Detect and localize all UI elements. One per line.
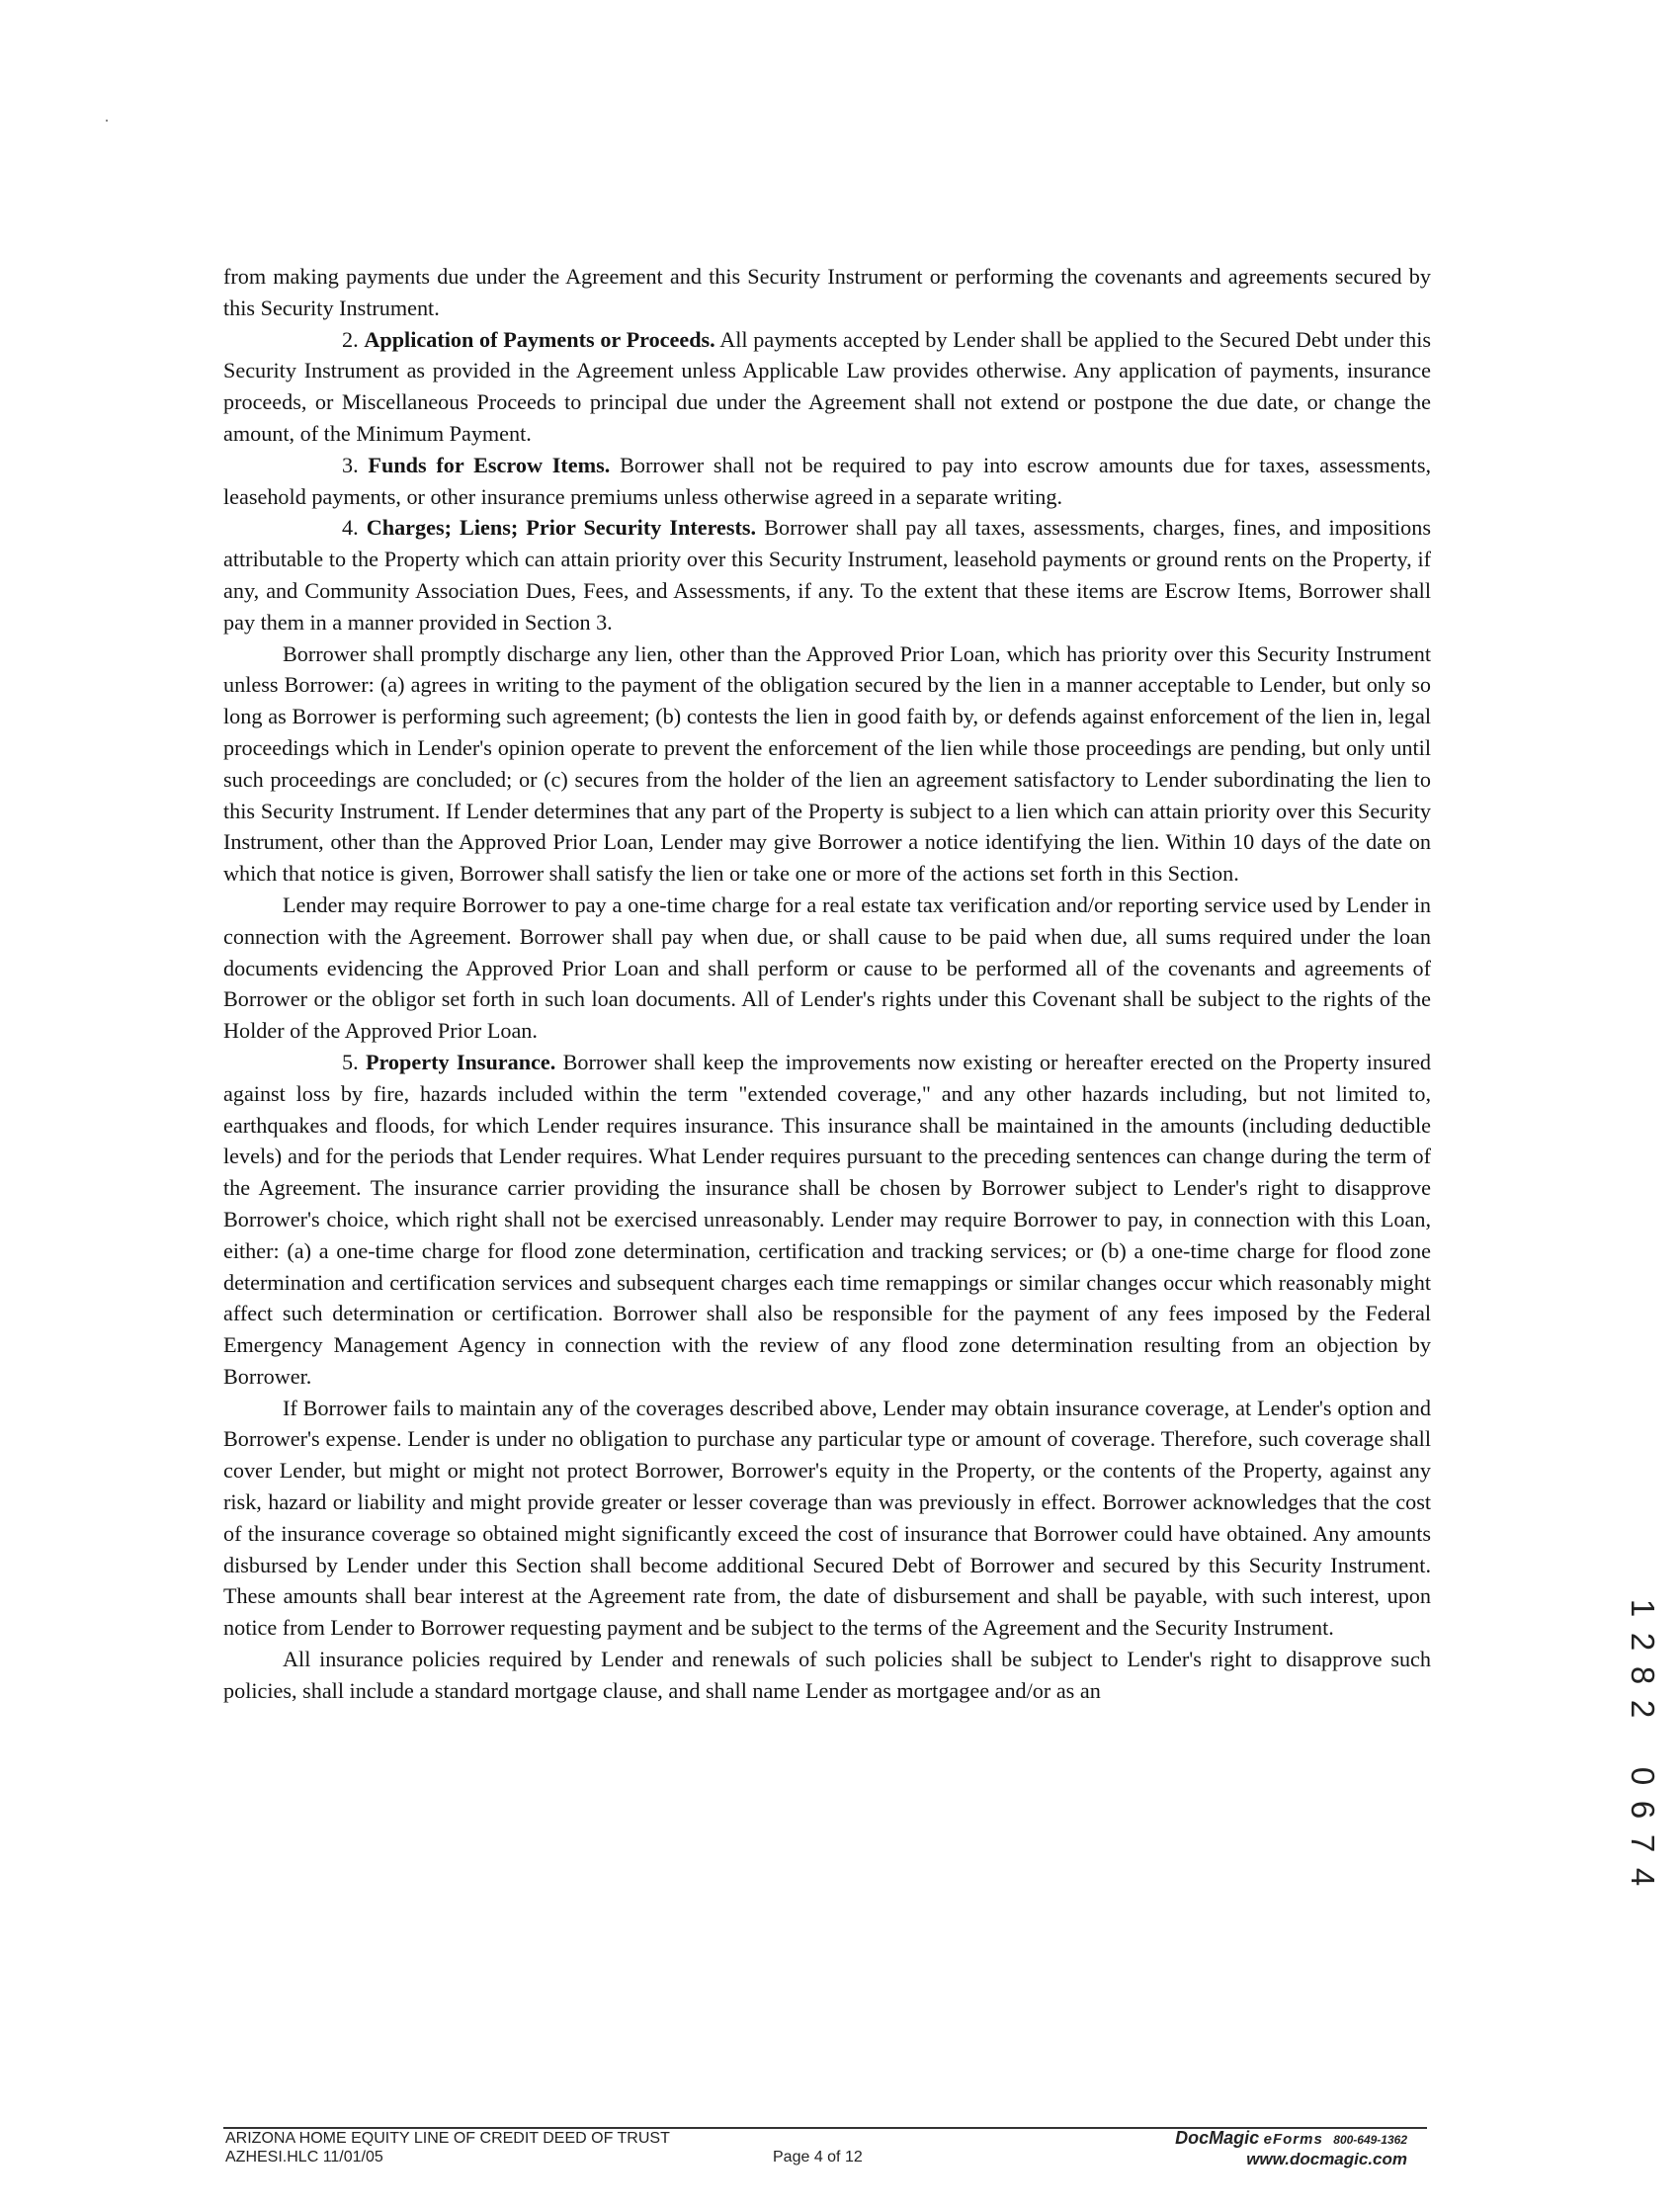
section-number: 5. [342, 1049, 359, 1074]
stamp-digit: 2 [1625, 1632, 1661, 1652]
paragraph-text: All payments accepted by Lender shall be applied to the Secured Debt under this Security Instrument as provided in the Agreement unless Applicable Law provides otherwise. Any application of payments, insurance proceeds, or Miscellaneous Proceeds to principal due under the Agreement shall not extend or postpone the due date, or change the amount, of the Minimum Payment. [223, 326, 1432, 446]
document-body [223, 261, 1431, 1707]
paragraph-text: Borrower shall promptly discharge any lien, other than the Approved Prior Loan, which has priority over this Security Instrument unless Borrower: (a) agrees in writing to the payment of the obligation secured by the lien in a manner acceptable to Lender, but only so long as Borrower is performing such agreement; (b) contests the lien in good faith by, or defends against enforcement of the lien in, legal proceedings which in Lender's opinion operate to prevent the enforcement of the lien while those proceedings are pending, but only until such proceedings are concluded; or (c) secures from the holder of the lien an agreement satisfactory to Lender subordinating the lien to this Security Instrument. If Lender determines that any part of the Property is subject to a lien which can attain priority over this Security Instrument, other than the Approved Prior Loan, Lender may give Borrower a notice identifying the lien. Within 10 days of the date on which that notice is given, Borrower shall satisfy the lien or take one or more of the actions set forth in this Section. [223, 640, 1431, 887]
page-number: Page 4 of 12 [773, 2149, 863, 2166]
stamp-digit: 0 [1625, 1766, 1661, 1786]
form-identifier [225, 2129, 670, 2166]
form-title: ARIZONA HOME EQUITY LINE OF CREDIT DEED OF TRUST [225, 2130, 670, 2147]
section-3-funds-for-escrow [223, 450, 1431, 513]
paragraph-text: All insurance policies required by Lender and renewals of such policies shall be subject to Lender's right to disapprove such policies, shall include a standard mortgage clause, and shall name Lender as mortgagee and/or as an [223, 1647, 1431, 1703]
page-footer [223, 2129, 1427, 2168]
stamp-digit: 6 [1625, 1800, 1661, 1820]
section-number: 3. [342, 452, 359, 477]
paragraph-text: from making payments due under the Agreement and this Security Instrument or performing the covenants and agreements secured by this Security Instrument. [223, 264, 1431, 320]
publisher-block [1175, 2129, 1407, 2168]
form-code: AZHESI.HLC 11/01/05 [225, 2149, 383, 2166]
section-5-property-insurance [223, 1047, 1431, 1393]
paragraph-continuation [223, 261, 1431, 324]
paragraph-tax-verification [223, 890, 1431, 1047]
publisher-phone: 800-649-1362 [1333, 2133, 1407, 2147]
section-2-application-of-payments [223, 324, 1431, 450]
section-title: Charges; Liens; Prior Security Interests. [366, 515, 757, 541]
section-title: Application of Payments or Proceeds. [364, 326, 715, 352]
brand-name: DocMagic [1175, 2128, 1260, 2148]
section-4-charges-liens [223, 512, 1431, 637]
section-number: 4. [342, 515, 359, 541]
stamp-digit: 7 [1625, 1833, 1661, 1853]
publisher-brand [1175, 2129, 1407, 2150]
paragraph-text: If Borrower fails to maintain any of the coverages described above, Lender may obtain insurance coverage, at Lender's option and Borrower's expense. Lender is under no obligation to purchase any particular type or amount of coverage. Therefore, such coverage shall cover Lender, but might or might not protect Borrower, Borrower's equity in the Property, or the contents of the Property, against any risk, hazard or liability and might provide greater or lesser coverage than was previously in effect. Borrower acknowledges that the cost of the insurance coverage so obtained might significantly exceed the cost of insurance that Borrower could have obtained. Any amounts disbursed by Lender under this Section shall become additional Secured Debt of Borrower and secured by this Security Instrument. These amounts shall bear interest at the Agreement rate from, the date of disbursement and shall be payable, with such interest, upon notice from Lender to Borrower requesting payment and be subject to the terms of the Agreement and the Security Instrument. [223, 1395, 1431, 1641]
recording-number-stamp [1621, 1591, 1664, 1894]
stamp-digit: 1 [1625, 1598, 1661, 1618]
paragraph-text: Borrower shall not be required to pay into escrow amounts due for taxes, assessments, leasehold payments, or other insurance premiums unless otherwise agreed in a separate writing. [223, 452, 1432, 509]
paragraph-lien-discharge [223, 638, 1431, 890]
paragraph-insurance-policies [223, 1644, 1431, 1707]
stamp-digit: 2 [1625, 1699, 1661, 1719]
scan-speck [106, 120, 108, 122]
section-title: Funds for Escrow Items. [368, 452, 611, 477]
paragraph-coverage-failure [223, 1393, 1431, 1644]
section-number: 2. [342, 326, 359, 352]
paragraph-text: Borrower shall keep the improvements now existing or hereafter erected on the Property insured against loss by fire, hazards included within the term "extended coverage," and any other hazards including, but not limited to, earthquakes and floods, for which Lender requires insurance. This insurance shall be maintained in the amounts (including deductible levels) and for the periods that Lender requires. What Lender requires pursuant to the preceding sentences can change during the term of the Agreement. The insurance carrier providing the insurance shall be chosen by Borrower subject to Lender's right to disapprove Borrower's choice, which right shall not be exercised unreasonably. Lender may require Borrower to pay, in connection with this Loan, either: (a) a one-time charge for flood zone determination, certification and tracking services; or (b) a one-time charge for flood zone determination and certification services and subsequent charges each time remappings or similar changes occur which reasonably might affect such determination or certification. Borrower shall also be responsible for the payment of any fees imposed by the Federal Emergency Management Agency in connection with the review of any flood zone determination resulting from an objection by Borrower. [223, 1049, 1432, 1389]
stamp-digit: 4 [1625, 1867, 1661, 1887]
publisher-website: www.docmagic.com [1246, 2150, 1407, 2168]
paragraph-text: Borrower shall pay all taxes, assessments, charges, fines, and impositions attributable to the Property which can attain priority over this Security Instrument, leasehold payments or ground rents on the Property, if any, and Community Association Dues, Fees, and Assessments, if any. To the extent that these items are Escrow Items, Borrower shall pay them in a manner provided in Section 3. [223, 515, 1432, 635]
paragraph-text: Lender may require Borrower to pay a one-time charge for a real estate tax verification and/or reporting service used by Lender in connection with the Agreement. Borrower shall pay when due, or shall cause to be paid when due, all sums required under the loan documents evidencing the Approved Prior Loan and shall perform or cause to be performed all of the covenants and agreements of Borrower or the obligor set forth in such loan documents. All of Lender's rights under this Covenant shall be subject to the rights of the Holder of the Approved Prior Loan. [223, 892, 1431, 1044]
stamp-digit: 8 [1625, 1665, 1661, 1685]
brand-suffix: eForms [1263, 2131, 1323, 2148]
section-title: Property Insurance. [365, 1049, 556, 1074]
